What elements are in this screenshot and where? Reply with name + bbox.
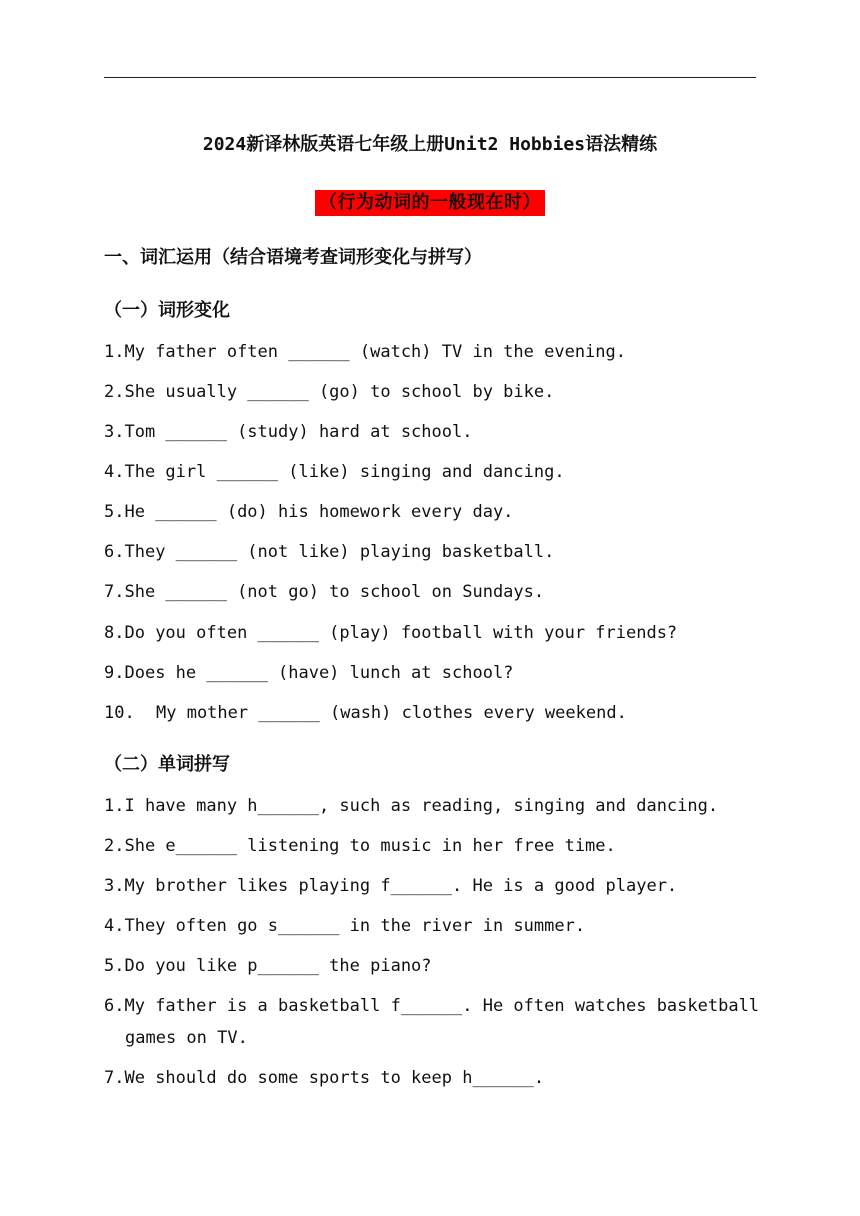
header-rule (104, 77, 756, 78)
document-subtitle: （行为动词的一般现在时） (315, 190, 545, 216)
item-text: Does he ______ (have) lunch at school? (124, 663, 514, 683)
item-number: 3. (104, 876, 125, 896)
exercise-item (104, 416, 764, 448)
exercise-item (104, 1062, 764, 1094)
item-number: 3. (104, 422, 125, 442)
item-text: Do you like p______ the piano? (124, 956, 432, 976)
item-text: My mother ______ (wash) clothes every weekend. (156, 703, 627, 723)
item-number: 7. (104, 582, 125, 602)
item-text-continuation: games on TV. (125, 1028, 248, 1048)
exercise-item (104, 950, 764, 982)
item-number: 4. (104, 462, 125, 482)
item-text: The girl ______ (like) singing and dancing. (124, 462, 565, 482)
exercise-item (104, 376, 764, 408)
item-number: 5. (104, 956, 125, 976)
exercise-item (104, 496, 764, 528)
section-heading-vocabulary: 一、词汇运用（结合语境考查词形变化与拼写） (104, 247, 482, 268)
part-heading-word-forms: （一）词形变化 (104, 300, 230, 321)
document-title: 2024新译林版英语七年级上册Unit2 Hobbies语法精练 (202, 134, 658, 155)
item-text: She usually ______ (go) to school by bike. (124, 382, 555, 402)
subtitle-container (0, 190, 860, 216)
item-text: We should do some sports to keep h______. (124, 1068, 545, 1088)
item-text: He ______ (do) his homework every day. (124, 502, 514, 522)
item-number: 1. (104, 796, 125, 816)
item-number: 6. (104, 542, 125, 562)
exercise-item (104, 990, 764, 1054)
item-number: 4. (104, 916, 125, 936)
item-text: She e______ listening to music in her free time. (124, 836, 616, 856)
exercise-item (104, 910, 764, 942)
item-text: She ______ (not go) to school on Sundays. (124, 582, 545, 602)
exercise-item (104, 456, 764, 488)
exercise-item (104, 830, 764, 862)
item-number: 1. (104, 342, 125, 362)
exercise-item (104, 576, 764, 608)
item-number: 8. (104, 623, 125, 643)
exercise-item (104, 697, 764, 729)
item-number: 10. (104, 703, 135, 723)
exercise-item (104, 870, 764, 902)
item-number: 2. (104, 382, 125, 402)
item-text: They often go s______ in the river in summer. (124, 916, 586, 936)
exercise-item (104, 536, 764, 568)
item-text: My father is a basketball f______. He often watches basketball (124, 996, 760, 1016)
item-text: Tom ______ (study) hard at school. (124, 422, 473, 442)
item-number: 6. (104, 996, 125, 1016)
item-number: 7. (104, 1068, 125, 1088)
item-text: Do you often ______ (play) football with your friends? (124, 623, 678, 643)
item-text: They ______ (not like) playing basketball. (124, 542, 555, 562)
exercise-item (104, 336, 764, 368)
item-number: 2. (104, 836, 125, 856)
item-text: My brother likes playing f______. He is a good player. (124, 876, 678, 896)
exercise-item (104, 790, 764, 822)
item-number: 9. (104, 663, 125, 683)
item-number: 5. (104, 502, 125, 522)
exercise-item (104, 617, 764, 649)
item-text: I have many h______, such as reading, singing and dancing. (124, 796, 719, 816)
exercise-item (104, 657, 764, 689)
part-heading-spelling: （二）单词拼写 (104, 754, 230, 775)
item-text: My father often ______ (watch) TV in the evening. (124, 342, 626, 362)
